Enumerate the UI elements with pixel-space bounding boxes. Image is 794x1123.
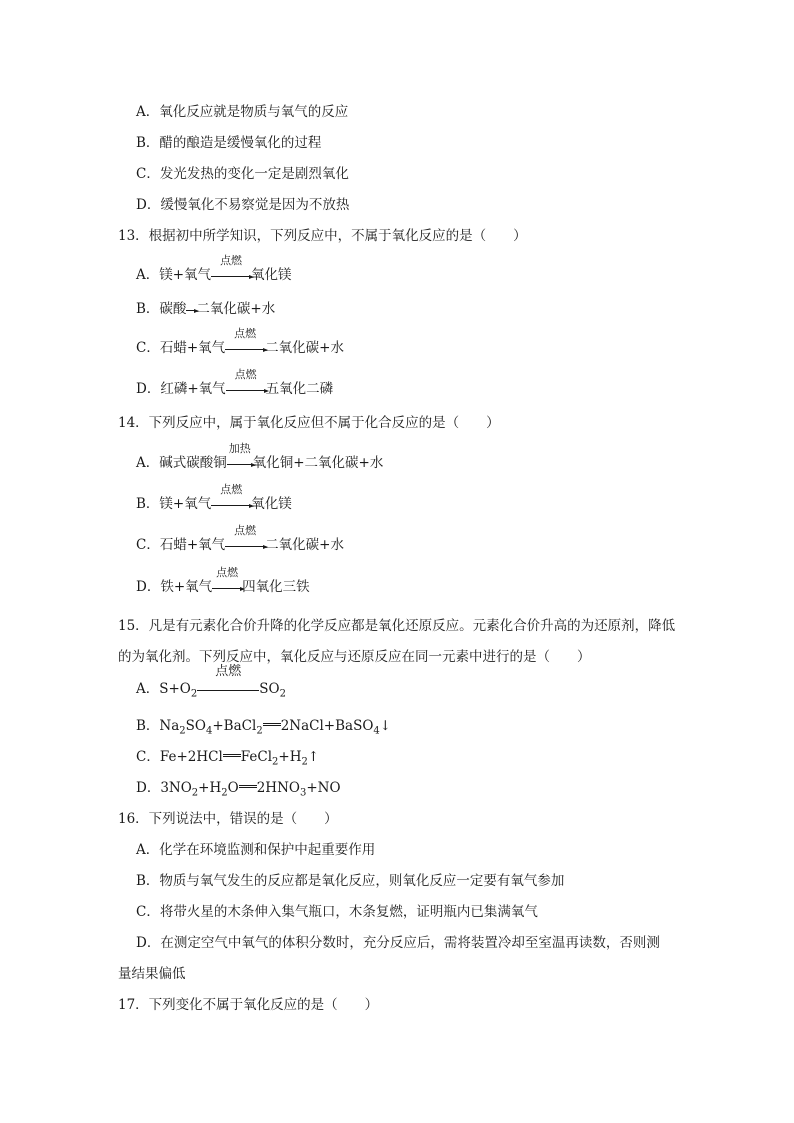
reaction-condition: 点燃 [220, 254, 243, 267]
q15-stem: 15．凡是有元素化合价升降的化学反应都是氧化还原反应。元素化合价升高的为还原剂，降低的为氧化剂。下列反应中，氧化反应与还原反应在同一元素中进行的是（ ） [118, 618, 676, 665]
q14-c-products: 二氧化碳+水 [265, 537, 344, 553]
formula-part: SO [185, 718, 206, 734]
q14-c-reactants: C．石蜡+氧气 [136, 537, 226, 553]
q14-b-reactants: B．镁+氧气 [136, 496, 212, 512]
gas-arrow: ↑ [307, 749, 320, 765]
q13-option-b [136, 299, 275, 319]
q16-option-d-line2: 量结果偏低 [118, 966, 186, 982]
reaction-condition: 点燃 [215, 664, 242, 679]
reaction-arrow [211, 483, 251, 514]
q14-b-product: 氧化镁 [251, 496, 292, 512]
q16-option-d-line1: D．在测定空气中氧气的体积分数时，充分反应后，需将装置冷却至室温再读数，否则测 [136, 935, 660, 951]
reaction-arrow [227, 442, 253, 473]
formula-part: +H [278, 749, 302, 765]
q15-option-c [136, 747, 319, 773]
reaction-equals [197, 664, 259, 699]
q14-d-product: 四氧化三铁 [242, 579, 310, 595]
subscript: 2 [256, 725, 263, 737]
q14-a-reactant: A．碱式碳酸铜 [136, 455, 227, 471]
reaction-condition: 点燃 [234, 327, 257, 340]
q15-a-text: A．S+O [136, 681, 191, 697]
subscript: 2 [279, 688, 286, 700]
equals-sign [223, 754, 241, 757]
subscript: 2 [301, 756, 308, 768]
q14-option-b [136, 483, 292, 514]
formula-part: 2NaCl+BaSO [280, 718, 374, 734]
formula-part: C．Fe+2HCl [136, 749, 223, 765]
q14-d-reactants: D．铁+氧气 [136, 579, 213, 595]
reaction-arrow [226, 368, 266, 399]
formula-part: +BaCl [212, 718, 257, 734]
q12-option-a: A．氧化反应就是物质与氧气的反应 [136, 104, 349, 120]
q13-d-product: 五氧化二磷 [265, 381, 334, 397]
q13-option-d [136, 368, 334, 399]
reaction-arrow [186, 299, 196, 319]
equals-sign [263, 723, 281, 726]
q17-stem: 17．下列变化不属于氧化反应的是（ ） [118, 997, 379, 1013]
q12-option-d: D．缓慢氧化不易察觉是因为不放热 [136, 197, 350, 213]
subscript: 4 [206, 725, 213, 737]
formula-part: O [227, 780, 239, 796]
q13-stem: 13．根据初中所学知识，下列反应中，不属于氧化反应的是（ ） [118, 228, 527, 244]
q16-option-a: A．化学在环境监测和保护中起重要作用 [136, 842, 376, 858]
subscript: 4 [373, 725, 380, 737]
q12-option-c: C．发光发热的变化一定是剧烈氧化 [136, 166, 349, 182]
q15-option-d [136, 778, 341, 804]
q14-a-products: 氧化铜+二氧化碳+水 [252, 455, 384, 471]
q15-a-product: SO [259, 681, 280, 697]
reaction-condition: 加热 [228, 442, 251, 455]
reaction-condition: 点燃 [234, 368, 257, 381]
q13-option-c [136, 327, 344, 358]
q14-stem: 14．下列反应中，属于氧化反应但不属于化合反应的是（ ） [118, 415, 500, 431]
q13-option-a [136, 254, 292, 285]
q13-c-products: 二氧化碳+水 [265, 340, 344, 356]
subscript: 2 [179, 725, 186, 737]
q16-option-b: B．物质与氧气发生的反应都是氧化反应，则氧化反应一定要有氧气参加 [136, 873, 565, 889]
q15-option-a [136, 664, 286, 705]
q14-option-c [136, 524, 344, 555]
formula-part: FeCl [240, 749, 273, 765]
precipitate-arrow: ↓ [379, 718, 392, 734]
reaction-arrow [211, 254, 251, 285]
q14-option-d [136, 566, 310, 597]
subscript: 2 [190, 688, 198, 700]
q13-b-products: 二氧化碳+水 [196, 301, 276, 317]
q15-option-b [136, 716, 391, 742]
reaction-arrow [212, 566, 242, 597]
q13-d-reactants: D．红磷+氧气 [136, 381, 226, 397]
formula-part: +NO [306, 780, 341, 796]
subscript: 2 [191, 787, 199, 799]
q13-c-reactants: C．石蜡+氧气 [136, 340, 226, 356]
reaction-arrow [225, 524, 265, 555]
formula-part: B．Na [136, 718, 180, 734]
q13-a-product: 氧化镁 [251, 267, 292, 283]
q13-a-reactants: A．镁+氧气 [136, 267, 212, 283]
formula-part: 2HNO [256, 780, 300, 796]
formula-part: D．3NO [136, 780, 192, 796]
subscript: 2 [221, 787, 228, 799]
q12-option-b: B．醋的酿造是缓慢氧化的过程 [136, 135, 322, 151]
subscript: 3 [299, 787, 307, 799]
reaction-arrow [225, 327, 265, 358]
formula-part: +H [198, 780, 222, 796]
q16-stem: 16．下列说法中，错误的是（ ） [118, 811, 338, 827]
equals-sign [239, 785, 257, 788]
q14-option-a [136, 442, 384, 473]
reaction-condition: 点燃 [216, 566, 239, 579]
reaction-condition: 点燃 [234, 524, 257, 537]
subscript: 2 [272, 756, 279, 768]
reaction-condition: 点燃 [220, 483, 243, 496]
q13-b-reactant: B．碳酸 [136, 301, 187, 317]
q16-option-c: C．将带火星的木条伸入集气瓶口，木条复燃，证明瓶内已集满氧气 [136, 904, 538, 920]
